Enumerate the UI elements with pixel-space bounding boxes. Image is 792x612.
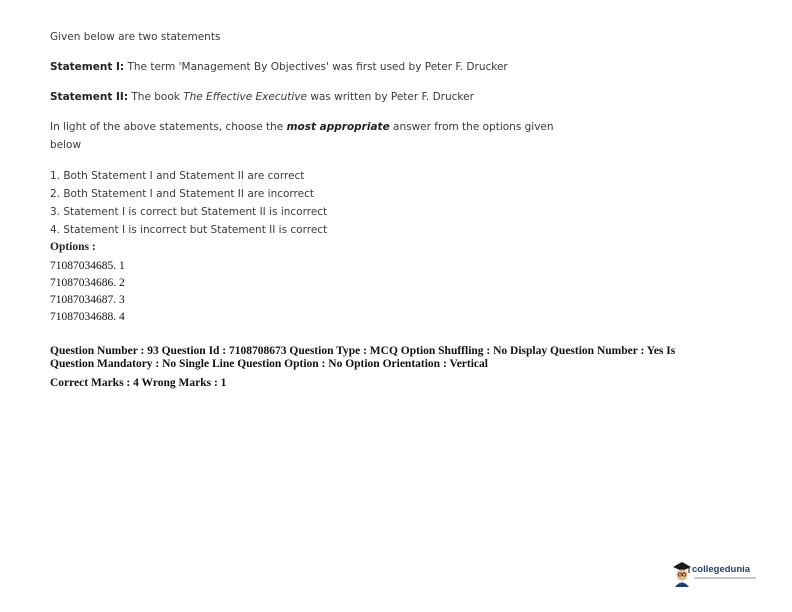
graduate-mascot-icon	[672, 560, 692, 588]
metadata-line-2: Question Mandatory : No Single Line Question Option : No Option Orientation : Vertical	[50, 358, 488, 370]
option-id-item: 71087034688. 4	[50, 311, 125, 323]
statement-1-label: Statement I:	[50, 61, 125, 73]
statement-2	[50, 91, 474, 103]
statement-2-text-after: was written by Peter F. Drucker	[307, 91, 474, 103]
option-id-item: 71087034687. 3	[50, 294, 125, 306]
collegedunia-logo	[672, 559, 772, 589]
choice-item: 4. Statement I is incorrect but Statement II is correct	[50, 224, 328, 236]
statement-2-text-before: The book	[128, 91, 184, 103]
statement-1-text: The term 'Management By Objectives' was first used by Peter F. Drucker	[124, 61, 508, 73]
choice-list	[50, 167, 327, 239]
option-id-list	[50, 258, 125, 326]
statement-2-book-title: The Effective Executive	[183, 91, 307, 103]
statement-2-label: Statement II:	[50, 91, 129, 103]
instruction-emphasis: most appropriate	[286, 121, 390, 133]
option-id-item: 71087034686. 2	[50, 277, 125, 289]
instruction-part2: answer from the options given	[389, 121, 554, 133]
logo-wordmark: collegedunia	[692, 564, 751, 575]
options-label: Options :	[50, 241, 96, 253]
choice-item: 2. Both Statement I and Statement II are incorrect	[50, 188, 314, 200]
option-id-item: 71087034685. 1	[50, 260, 125, 272]
intro-text: Given below are two statements	[50, 31, 221, 43]
logo-tagline-bar	[694, 577, 756, 579]
question-metadata	[50, 345, 750, 371]
choice-item: 3. Statement I is correct but Statement II is incorrect	[50, 206, 328, 218]
metadata-line-1: Question Number : 93 Question Id : 7108708673 Question Type : MCQ Option Shuffling : No Display Question Number : Yes Is	[50, 345, 676, 357]
instruction	[50, 121, 554, 133]
instruction-part1: In light of the above statements, choose the	[50, 121, 287, 133]
marks-info: Correct Marks : 4 Wrong Marks : 1	[50, 377, 227, 389]
choice-item: 1. Both Statement I and Statement II are correct	[50, 170, 305, 182]
statement-1	[50, 61, 508, 73]
instruction-continued: below	[50, 139, 82, 151]
